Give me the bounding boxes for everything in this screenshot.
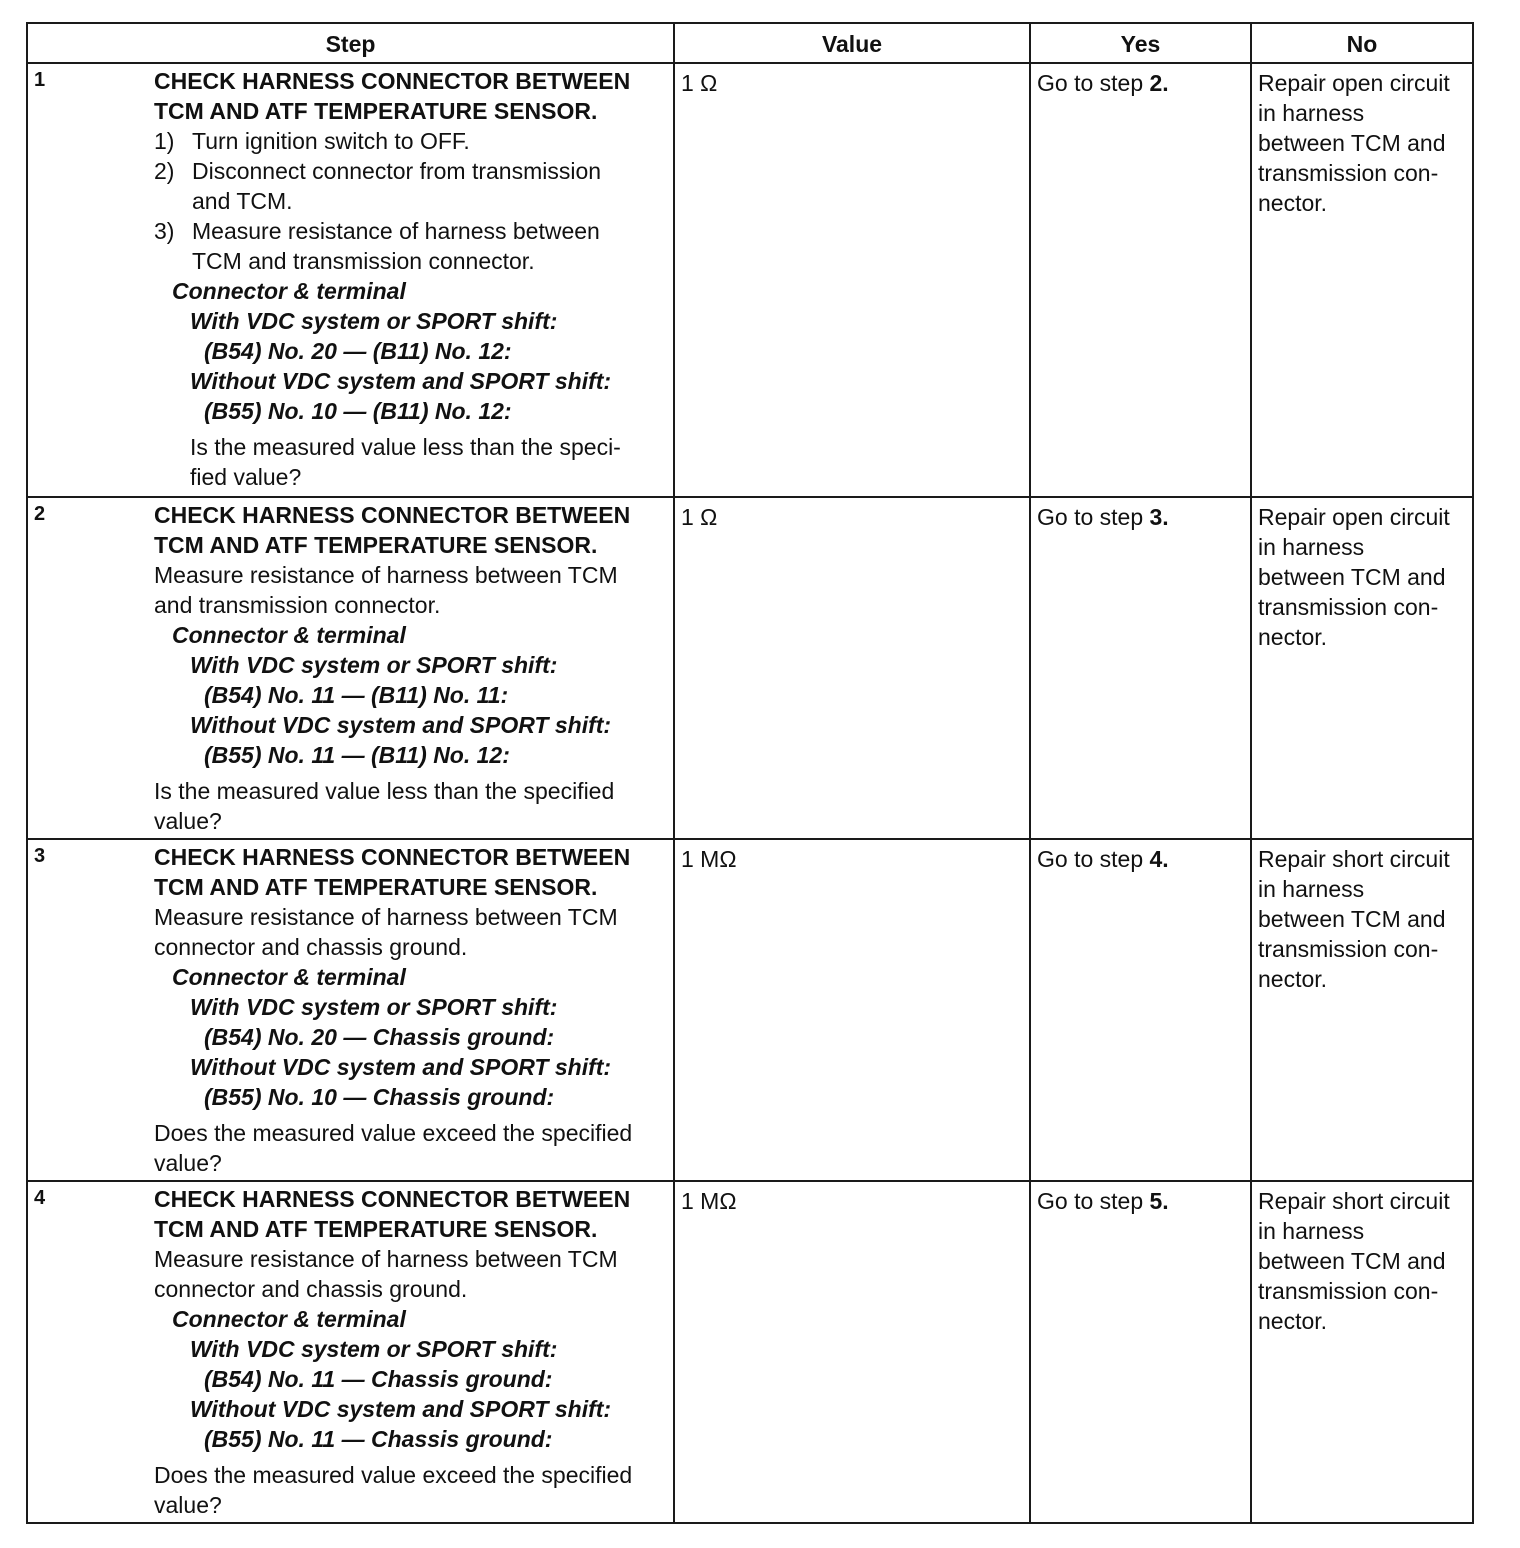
yes-step-ref: 4. [1149,846,1169,872]
step-number: 3 [34,845,46,867]
instruction-line: Disconnect connector from transmission [192,158,602,184]
question-line: value? [154,1150,222,1176]
no-cell [1251,497,1473,839]
step-number: 1 [34,69,46,91]
terminal-spec: (B54) No. 11 — Chassis ground: [204,1366,553,1392]
yes-text: Go to step [1037,1188,1150,1214]
table-row [27,497,1473,839]
no-line: transmission con- [1258,936,1439,962]
instruction-line: connector and chassis ground. [154,1276,468,1302]
step-title: TCM AND ATF TEMPERATURE SENSOR. [154,1216,598,1242]
no-line: in harness [1258,1218,1365,1244]
value-cell: 1 Ω [674,63,1030,497]
instruction-line: Measure resistance of harness between TCM [154,562,618,588]
instruction-item [154,156,669,216]
condition-label: Without VDC system and SPORT shift: [190,712,612,738]
no-line: Repair short circuit [1258,846,1450,872]
instruction-text [192,156,669,216]
step-title: TCM AND ATF TEMPERATURE SENSOR. [154,532,598,558]
condition-label: With VDC system or SPORT shift: [190,1336,558,1362]
terminal-spec: (B54) No. 20 — Chassis ground: [204,1024,555,1050]
value-cell: 1 MΩ [674,839,1030,1181]
table-row [27,63,1473,497]
instruction-line: connector and chassis ground. [154,934,468,960]
value-cell: 1 MΩ [674,1181,1030,1523]
instruction-line: Measure resistance of harness between TCM [154,904,618,930]
no-line: nector. [1258,966,1328,992]
instruction-line: Measure resistance of harness between [192,218,600,244]
yes-text: Go to step [1037,846,1150,872]
condition-label: With VDC system or SPORT shift: [190,652,558,678]
instruction-item [154,126,669,156]
question-line: value? [154,808,222,834]
header-no: No [1251,23,1473,63]
header-yes: Yes [1030,23,1251,63]
yes-step-ref: 5. [1149,1188,1169,1214]
terminal-spec: (B54) No. 11 — (B11) No. 11: [204,682,509,708]
no-line: Repair open circuit [1258,70,1450,96]
terminal-spec: (B54) No. 20 — (B11) No. 12: [204,338,512,364]
instruction-item [154,216,669,276]
instruction-line: and TCM. [192,188,293,214]
yes-step-ref: 2. [1149,70,1169,96]
header-value: Value [674,23,1030,63]
step-cell [27,63,674,497]
header-row [27,23,1473,63]
yes-text: Go to step [1037,70,1150,96]
step-cell [27,1181,674,1523]
instruction-number: 3) [154,218,175,244]
instruction-line: Measure resistance of harness between TCM [154,1246,618,1272]
instruction-line: TCM and transmission connector. [192,248,535,274]
terminal-spec: (B55) No. 10 — (B11) No. 12: [204,398,512,424]
step-number: 4 [34,1187,46,1209]
step-cell [27,497,674,839]
connector-heading: Connector & terminal [172,1306,406,1332]
step-cell [27,839,674,1181]
terminal-spec: (B55) No. 10 — Chassis ground: [204,1084,555,1110]
yes-step-ref: 3. [1149,504,1169,530]
no-line: between TCM and [1258,906,1446,932]
diagnostic-table [26,22,1474,1524]
no-cell [1251,63,1473,497]
question [154,1460,669,1520]
condition-label: Without VDC system and SPORT shift: [190,1054,612,1080]
terminal-spec: (B55) No. 11 — Chassis ground: [204,1426,553,1452]
no-line: in harness [1258,100,1365,126]
question-line: Is the measured value less than the specified [154,778,615,804]
question-line: Does the measured value exceed the specified [154,1120,633,1146]
connector-heading: Connector & terminal [172,964,406,990]
no-cell [1251,839,1473,1181]
no-line: in harness [1258,876,1365,902]
condition-label: With VDC system or SPORT shift: [190,308,558,334]
step-number: 2 [34,503,46,525]
table-row [27,1181,1473,1523]
question [154,1118,669,1178]
question-line: value? [154,1492,222,1518]
no-line: between TCM and [1258,130,1446,156]
condition-label: Without VDC system and SPORT shift: [190,1396,612,1422]
no-line: transmission con- [1258,1278,1439,1304]
no-line: Repair short circuit [1258,1188,1450,1214]
instruction-text [192,216,669,276]
no-line: nector. [1258,1308,1328,1334]
condition-label: Without VDC system and SPORT shift: [190,368,612,394]
no-line: between TCM and [1258,1248,1446,1274]
yes-cell [1030,497,1251,839]
no-line: Repair open circuit [1258,504,1450,530]
step-title: TCM AND ATF TEMPERATURE SENSOR. [154,874,598,900]
question-line: fied value? [190,464,302,490]
question-line: Is the measured value less than the speci- [190,434,621,460]
no-line: transmission con- [1258,594,1439,620]
yes-cell [1030,63,1251,497]
step-title: TCM AND ATF TEMPERATURE SENSOR. [154,98,598,124]
no-line: nector. [1258,190,1328,216]
terminal-spec: (B55) No. 11 — (B11) No. 12: [204,742,510,768]
no-line: between TCM and [1258,564,1446,590]
value-cell: 1 Ω [674,497,1030,839]
instruction-number: 1) [154,128,175,154]
question [154,776,669,836]
no-cell [1251,1181,1473,1523]
table-row [27,839,1473,1181]
instruction-text: Turn ignition switch to OFF. [192,128,470,154]
step-title: CHECK HARNESS CONNECTOR BETWEEN [154,502,631,528]
yes-text: Go to step [1037,504,1150,530]
step-title: CHECK HARNESS CONNECTOR BETWEEN [154,1186,631,1212]
question-line: Does the measured value exceed the specified [154,1462,633,1488]
connector-heading: Connector & terminal [172,278,406,304]
header-step: Step [27,23,674,63]
no-line: nector. [1258,624,1328,650]
instruction-line: and transmission connector. [154,592,441,618]
yes-cell [1030,1181,1251,1523]
step-title: CHECK HARNESS CONNECTOR BETWEEN [154,844,631,870]
no-line: transmission con- [1258,160,1439,186]
condition-label: With VDC system or SPORT shift: [190,994,558,1020]
step-title: CHECK HARNESS CONNECTOR BETWEEN [154,68,631,94]
instruction-number: 2) [154,158,175,184]
no-line: in harness [1258,534,1365,560]
yes-cell [1030,839,1251,1181]
connector-heading: Connector & terminal [172,622,406,648]
question [154,432,669,492]
